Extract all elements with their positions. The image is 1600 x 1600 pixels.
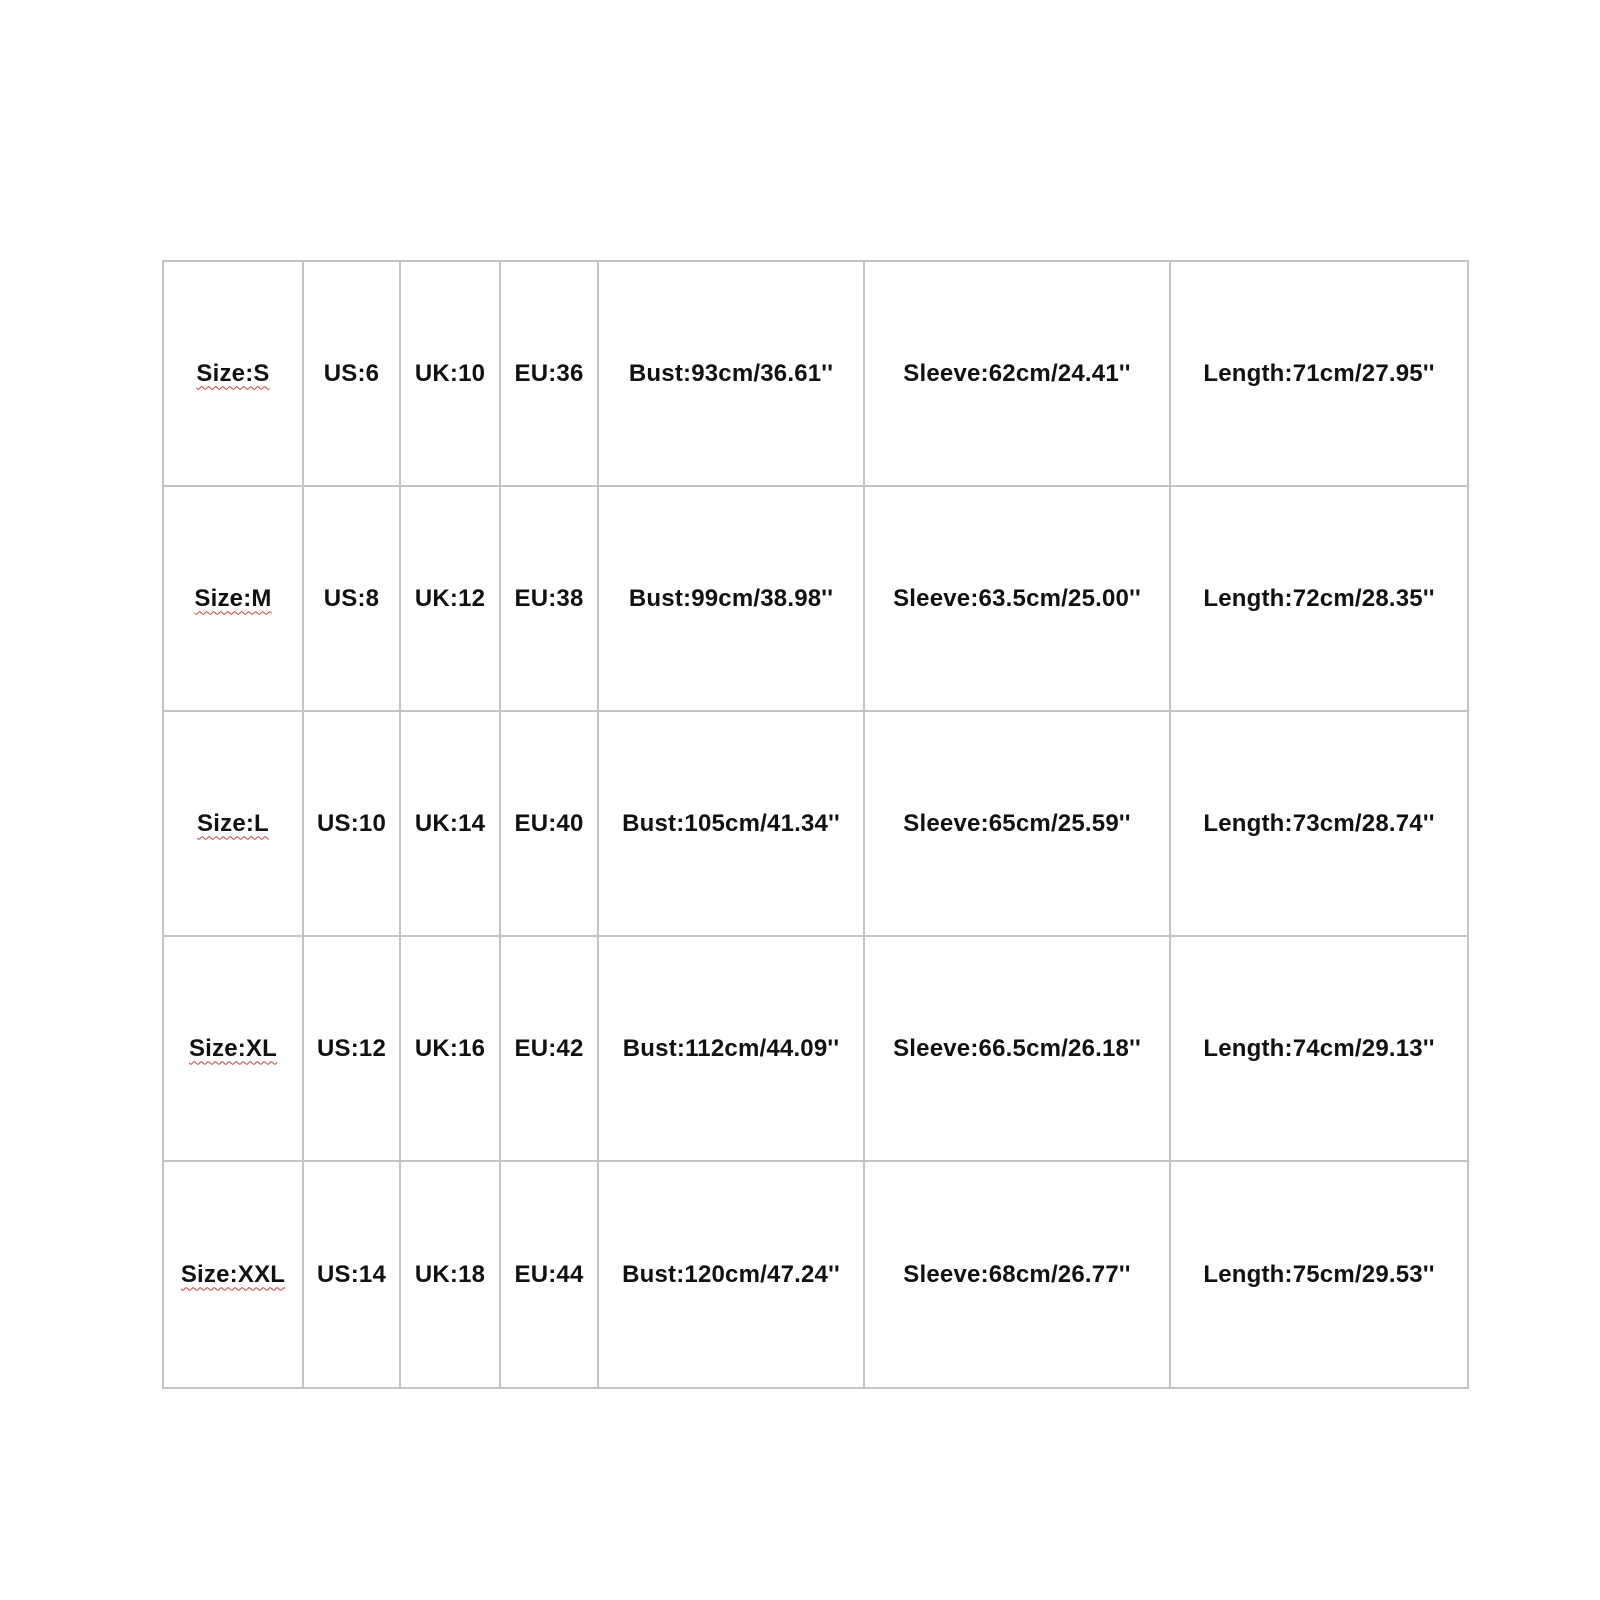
bust-cell: Bust:105cm/41.34'' [598,711,864,936]
bust-cell: Bust:120cm/47.24'' [598,1161,864,1388]
uk-size-cell: UK:12 [400,486,500,711]
uk-size-cell: UK:10 [400,261,500,486]
size-row-s [163,261,1468,486]
us-size-cell: US:14 [303,1161,400,1388]
size-label: Size:XXL [180,1260,286,1288]
length-cell: Length:71cm/27.95'' [1170,261,1468,486]
sleeve-cell: Sleeve:66.5cm/26.18'' [864,936,1170,1161]
us-size-cell: US:12 [303,936,400,1161]
size-cell [163,711,303,936]
eu-size-cell: EU:38 [500,486,598,711]
size-row-xxl [163,1161,1468,1388]
size-cell [163,1161,303,1388]
bust-cell: Bust:93cm/36.61'' [598,261,864,486]
size-label: Size:M [194,584,272,612]
size-row-xl [163,936,1468,1161]
uk-size-cell: UK:18 [400,1161,500,1388]
sleeve-cell: Sleeve:65cm/25.59'' [864,711,1170,936]
eu-size-cell: EU:44 [500,1161,598,1388]
size-cell [163,486,303,711]
size-cell [163,261,303,486]
us-size-cell: US:10 [303,711,400,936]
eu-size-cell: EU:36 [500,261,598,486]
length-cell: Length:73cm/28.74'' [1170,711,1468,936]
sleeve-cell: Sleeve:68cm/26.77'' [864,1161,1170,1388]
size-row-l [163,711,1468,936]
bust-cell: Bust:99cm/38.98'' [598,486,864,711]
us-size-cell: US:8 [303,486,400,711]
uk-size-cell: UK:14 [400,711,500,936]
size-label: Size:S [196,359,270,387]
size-label: Size:XL [188,1034,278,1062]
eu-size-cell: EU:40 [500,711,598,936]
size-label: Size:L [197,809,269,837]
sleeve-cell: Sleeve:62cm/24.41'' [864,261,1170,486]
bust-cell: Bust:112cm/44.09'' [598,936,864,1161]
size-chart-table [162,260,1469,1389]
length-cell: Length:72cm/28.35'' [1170,486,1468,711]
uk-size-cell: UK:16 [400,936,500,1161]
length-cell: Length:75cm/29.53'' [1170,1161,1468,1388]
eu-size-cell: EU:42 [500,936,598,1161]
size-row-m [163,486,1468,711]
us-size-cell: US:6 [303,261,400,486]
length-cell: Length:74cm/29.13'' [1170,936,1468,1161]
size-cell [163,936,303,1161]
sleeve-cell: Sleeve:63.5cm/25.00'' [864,486,1170,711]
